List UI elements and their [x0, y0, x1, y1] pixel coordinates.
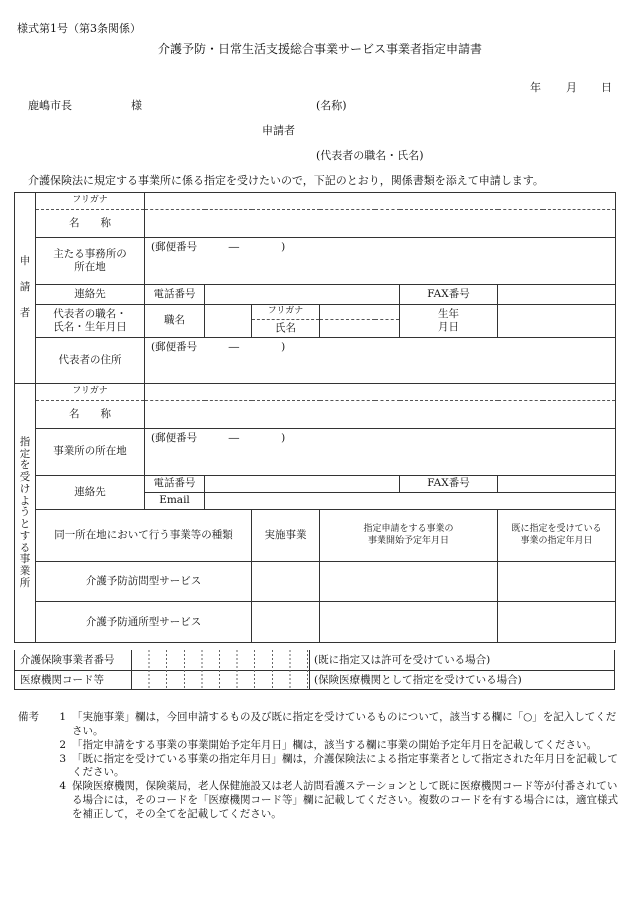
- facility-fax-field[interactable]: [498, 476, 616, 493]
- applicant-furigana-field[interactable]: [145, 193, 616, 210]
- representative-label: (代表者の職名・氏名): [316, 149, 424, 162]
- applicant-office-address-field[interactable]: [145, 238, 616, 285]
- insurer-number-note: (既に指定又は許可を受けている場合): [314, 654, 491, 666]
- representative-name-field[interactable]: [320, 320, 400, 338]
- facility-phone-label: 電話番号: [145, 476, 205, 493]
- applicant-fax-label: FAX番号: [400, 285, 498, 305]
- representative-name-label: 氏名: [252, 320, 320, 338]
- code-rows: [14, 650, 615, 690]
- facility-address-field[interactable]: [145, 429, 616, 476]
- applicant-label: 申請者: [262, 124, 295, 137]
- applicant-fax-field[interactable]: [498, 285, 616, 305]
- insurer-number-field[interactable]: [132, 650, 309, 670]
- representative-address-field[interactable]: [145, 338, 616, 384]
- applicant-name-field[interactable]: [145, 210, 616, 238]
- existing-date-field[interactable]: [498, 602, 616, 642]
- form-number: 様式第1号（第3条関係）: [17, 22, 141, 35]
- representative-info-label: 代表者の職名・ 氏名・生年月日: [36, 305, 145, 338]
- existing-date-field[interactable]: [498, 562, 616, 602]
- addressee-honorific: 様: [131, 99, 142, 112]
- applicant-furigana-label: フリガナ: [36, 193, 145, 210]
- list-item: 備考 1 「実施事業」欄は，今回申請するもの及び既に指定を受けているものについて，該当する欄に「○」を記入してください。: [18, 711, 617, 737]
- facility-side-label: 指 定 を 受 け よ う と す る 事 業 所: [15, 384, 36, 643]
- start-date-field[interactable]: [320, 562, 498, 602]
- facility-contact-label: 連絡先: [36, 476, 145, 510]
- applicant-postal-label: (郵便番号 ― ): [151, 241, 286, 253]
- application-statement: 介護保険法に規定する事業所に係る指定を受けたいので，下記のとおり，関係書類を添えて申請します。: [28, 174, 544, 187]
- start-date-field[interactable]: [320, 602, 498, 642]
- representative-title-label: 職名: [145, 305, 205, 338]
- applicant-side-label: 申 請 者: [15, 193, 36, 384]
- facility-name-row-label: 名 称: [36, 401, 145, 429]
- form-title: 介護予防・日常生活支援総合事業サービス事業者指定申請書: [158, 42, 483, 56]
- remarks-heading: 備考: [18, 711, 39, 723]
- facility-email-label: Email: [145, 493, 205, 510]
- applicant-contact-label: 連絡先: [36, 285, 145, 305]
- date-year: 年: [530, 81, 541, 94]
- facility-furigana-label: フリガナ: [36, 384, 145, 401]
- representative-postal-label: (郵便番号 ― ): [151, 341, 286, 353]
- representative-title-field[interactable]: [205, 305, 252, 338]
- date-day: 日: [601, 81, 612, 94]
- col-start-date: 指定申請をする事業の 事業開始予定年月日: [320, 510, 498, 562]
- applicant-name-row-label: 名 称: [36, 210, 145, 238]
- application-form-table: [14, 192, 616, 643]
- facility-name-field[interactable]: [145, 401, 616, 429]
- applicant-phone-field[interactable]: [205, 285, 400, 305]
- table-row: [15, 602, 616, 642]
- date-month: 月: [566, 81, 577, 94]
- facility-address-label: 事業所の所在地: [36, 429, 145, 476]
- col-existing-date: 既に指定を受けている 事業の指定年月日: [498, 510, 616, 562]
- representative-birthdate-label: 生年 月日: [400, 305, 498, 338]
- col-service-type: 同一所在地において行う事業等の種類: [36, 510, 252, 562]
- list-item: 4 保険医療機関，保険薬局，老人保健施設又は老人訪問看護ステーションとして既に医療機関コード等が付番されている場合には，そのコードを「医療機関コード等」欄に記載してください。複数のコードを有する場合には，適宜様式を補正して，その全てを記載してください。: [59, 780, 618, 821]
- medical-code-label: 医療機関コード等: [20, 674, 104, 686]
- table-row: [15, 562, 616, 602]
- facility-email-field[interactable]: [205, 493, 616, 510]
- applicant-office-address-label: 主たる事務所の 所在地: [36, 238, 145, 285]
- representative-birthdate-field[interactable]: [498, 305, 616, 338]
- list-item: 3 「既に指定を受けている事業の指定年月日」欄は，介護保険法による指定事業者として指定された年月日を記載してください。: [59, 752, 618, 779]
- remarks-section: [18, 711, 618, 822]
- implemented-field[interactable]: [252, 602, 320, 642]
- applicant-name-label: (名称): [316, 99, 347, 112]
- list-item: 2 「指定申請をする事業の事業開始予定年月日」欄は，該当する欄に事業の開始予定年月日を記載してください。: [59, 738, 597, 751]
- col-implemented: 実施事業: [252, 510, 320, 562]
- medical-code-field[interactable]: [132, 670, 309, 690]
- facility-phone-field[interactable]: [205, 476, 400, 493]
- applicant-phone-label: 電話番号: [145, 285, 205, 305]
- representative-furigana-label: フリガナ: [252, 305, 320, 320]
- medical-code-note: (保険医療機関として指定を受けている場合): [314, 674, 522, 686]
- representative-address-label: 代表者の住所: [36, 338, 145, 384]
- implemented-field[interactable]: [252, 562, 320, 602]
- facility-postal-label: (郵便番号 ― ): [151, 432, 286, 444]
- facility-furigana-field[interactable]: [145, 384, 616, 401]
- representative-furigana-field[interactable]: [320, 305, 400, 320]
- addressee: 鹿嶋市長: [28, 99, 72, 112]
- service-name: 介護予防訪問型サービス: [36, 562, 252, 602]
- insurer-number-label: 介護保険事業者番号: [20, 654, 115, 666]
- facility-fax-label: FAX番号: [400, 476, 498, 493]
- service-name: 介護予防通所型サービス: [36, 602, 252, 642]
